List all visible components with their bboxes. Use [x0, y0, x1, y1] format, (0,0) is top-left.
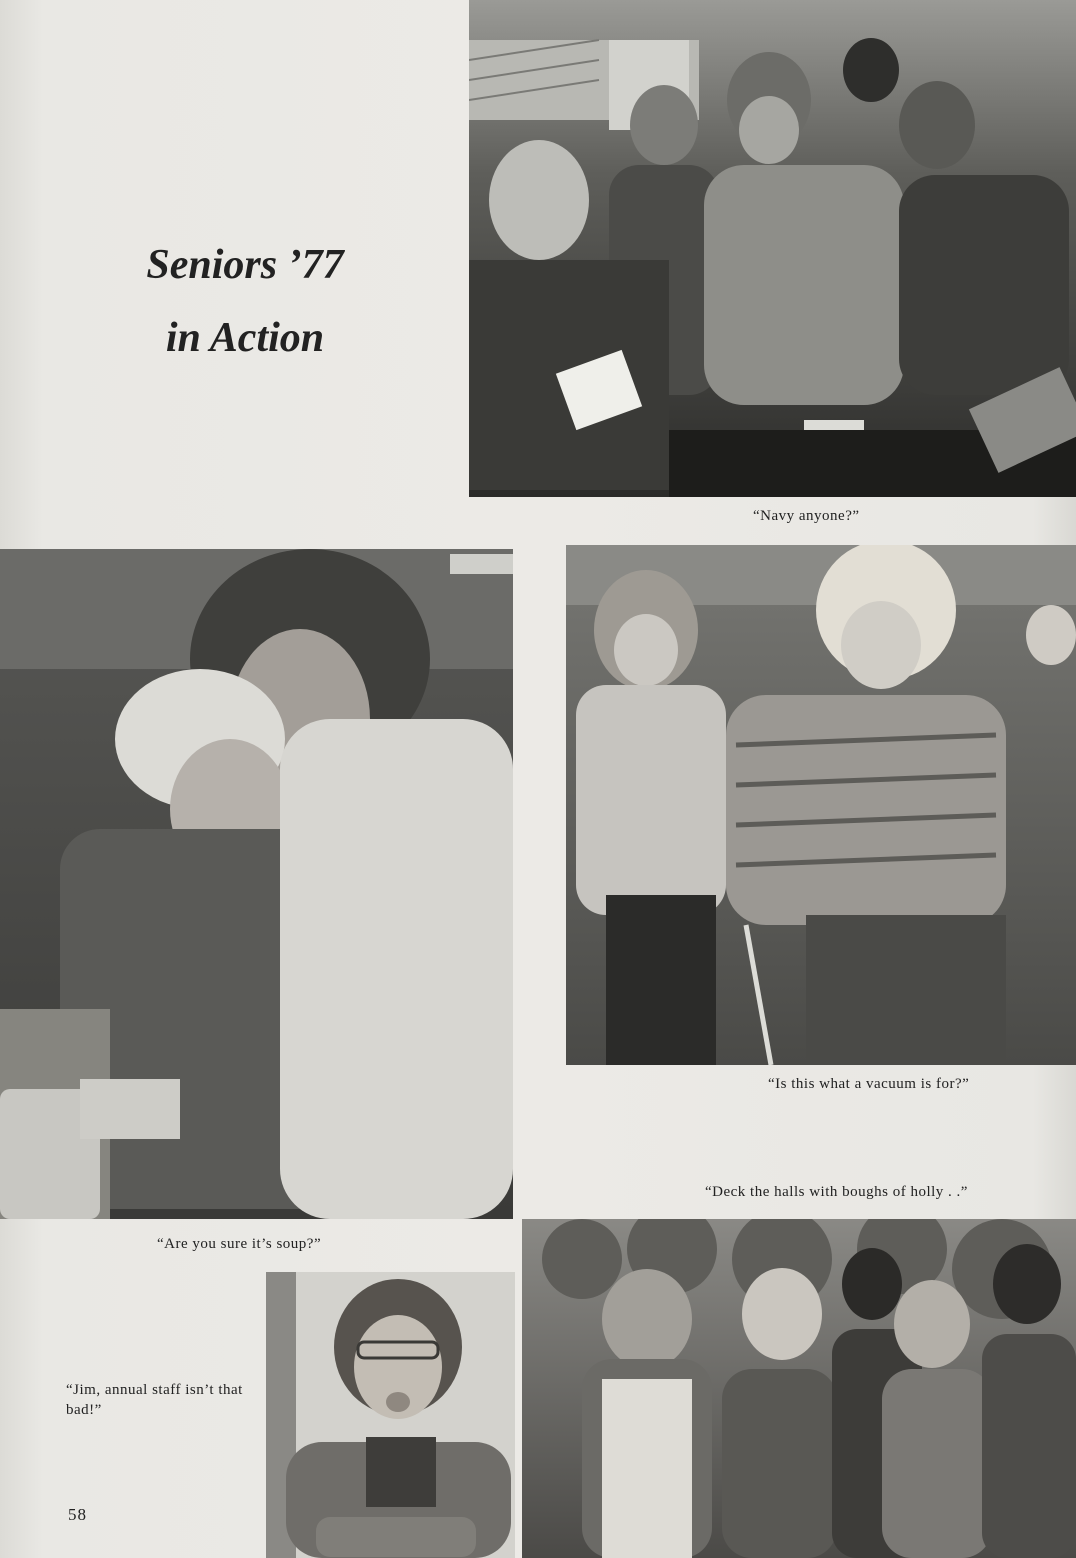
caption-navy: “Navy anyone?”	[753, 508, 860, 524]
photo-navy-recruiting-table	[469, 0, 1076, 497]
photo-deck-the-halls	[522, 1219, 1076, 1558]
caption-jim: “Jim, annual staff isn’t that bad!”	[66, 1382, 243, 1418]
page-title-line-1: Seniors ’77	[146, 242, 344, 288]
caption-vacuum: “Is this what a vacuum is for?”	[768, 1076, 970, 1092]
photo-vacuum	[566, 545, 1076, 1065]
page-title-line-2: in Action	[165, 315, 325, 361]
photo-soup	[0, 549, 513, 1219]
caption-soup: “Are you sure it’s soup?”	[157, 1236, 322, 1252]
photo-jim	[266, 1272, 515, 1558]
caption-deck-the-halls: “Deck the halls with boughs of holly . .”	[705, 1184, 968, 1200]
page-number: 58	[68, 1505, 87, 1524]
